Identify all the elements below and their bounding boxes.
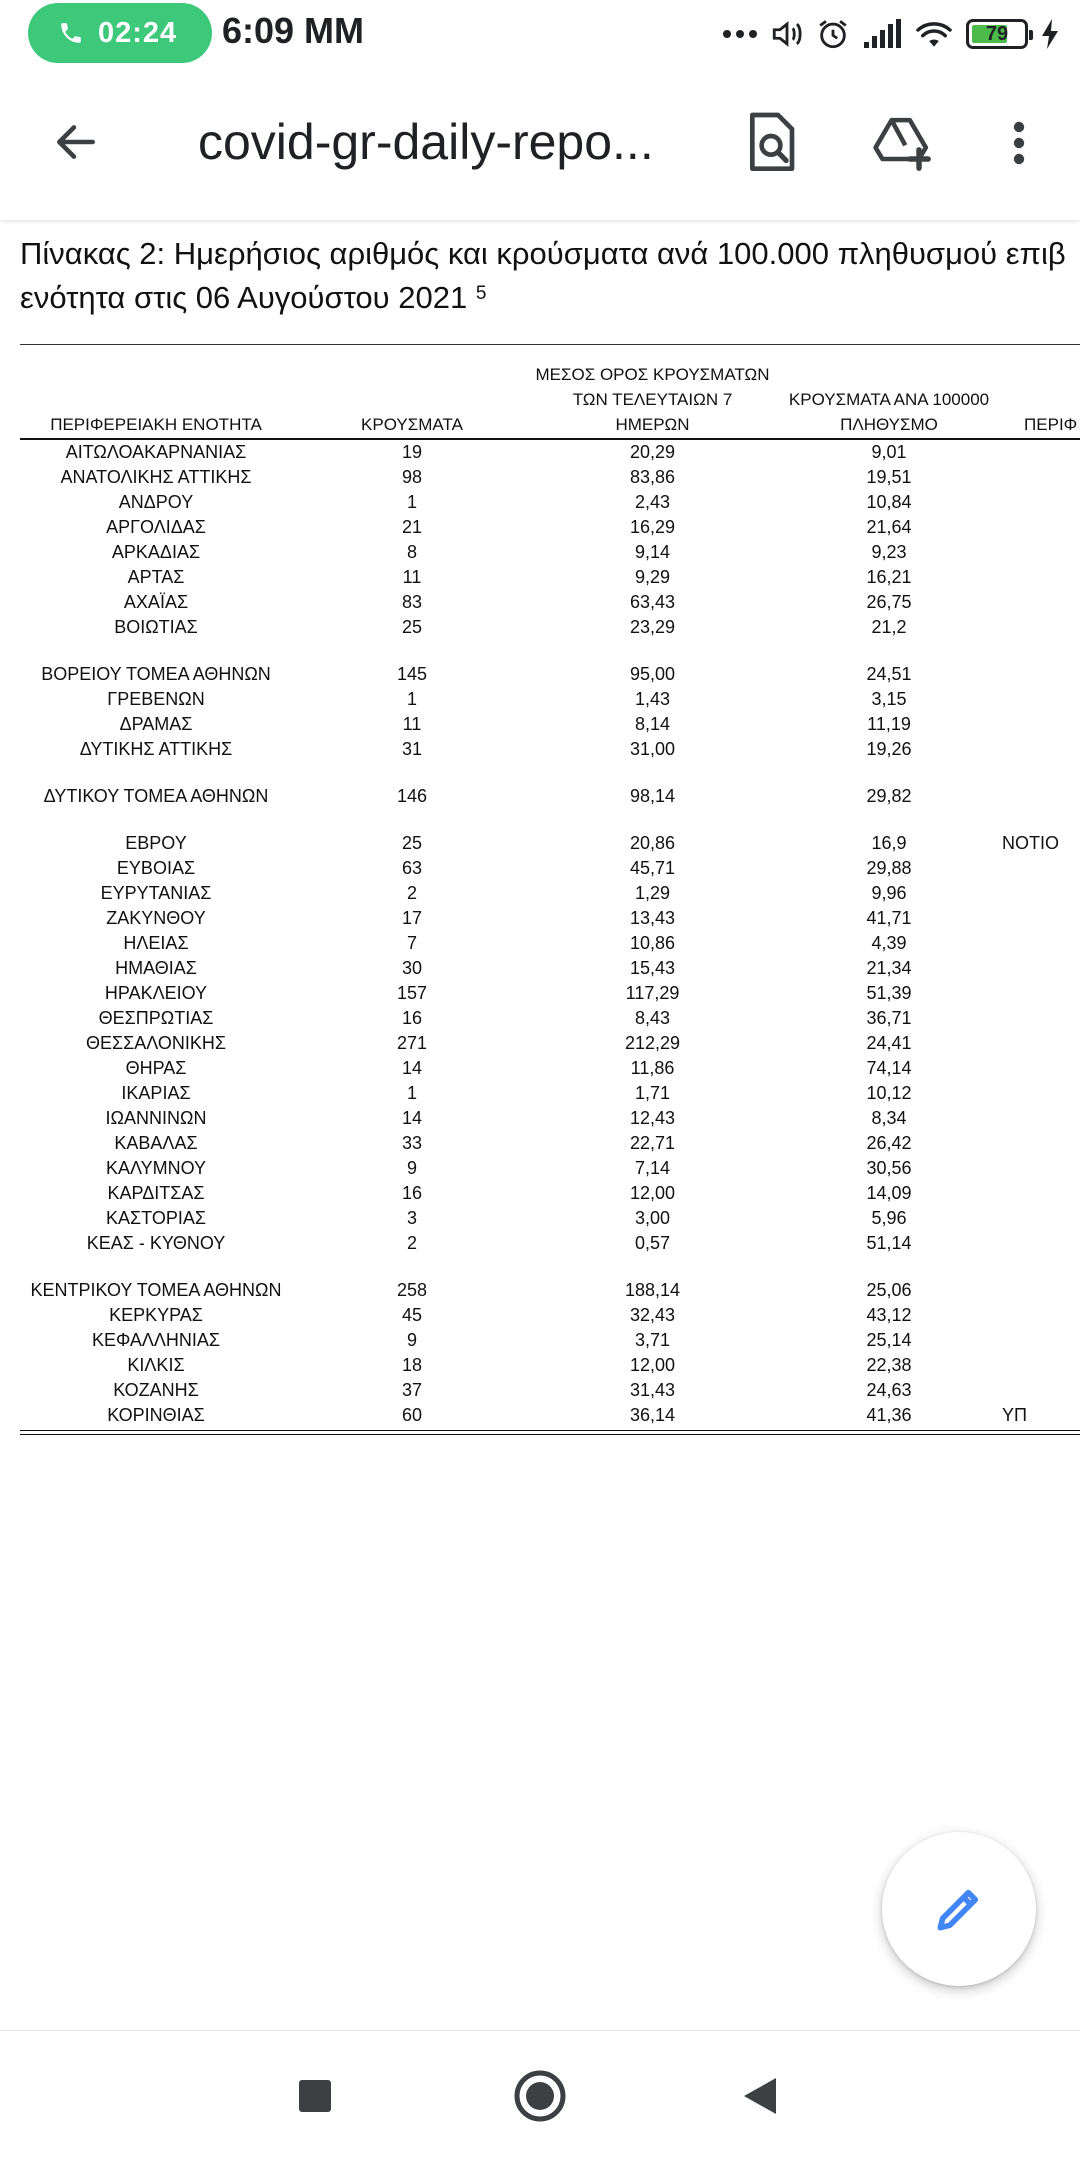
cell-cases: 21 [401, 517, 423, 537]
cell-avg7: 31,00 [629, 739, 676, 759]
cell-avg7: 23,29 [629, 617, 676, 637]
cell-per100k: 21,34 [866, 958, 912, 978]
pdf-page[interactable] [0, 222, 1080, 2032]
volume-icon [770, 17, 804, 51]
cell-avg7: 1,29 [634, 883, 671, 903]
table-row [0, 906, 1080, 931]
table-row [0, 1206, 1080, 1231]
cell-per100k: 41,71 [866, 908, 912, 928]
cell-cases: 37 [401, 1380, 423, 1400]
cell-region: ΖΑΚΥΝΘΟΥ [106, 908, 206, 928]
cell-cases: 9 [406, 1158, 417, 1178]
cell-avg7: 1,71 [634, 1083, 671, 1103]
table-row [0, 931, 1080, 956]
cell-region: ΗΡΑΚΛΕΙΟΥ [104, 983, 208, 1003]
cell-per100k: 74,14 [866, 1058, 912, 1078]
signal-icon [862, 18, 902, 50]
call-timer: 02:24 [98, 16, 178, 49]
cell-cases: 60 [401, 1405, 423, 1425]
cell-region: ΑΝΑΤΟΛΙΚΗΣ ΑΤΤΙΚΗΣ [60, 467, 252, 487]
table-row [0, 1328, 1080, 1353]
cell-cases: 25 [401, 617, 423, 637]
cell-region: ΚΑΒΑΛΑΣ [114, 1133, 198, 1153]
cell-avg7: 12,43 [629, 1108, 676, 1128]
cell-periphery: ΥΠ [1002, 1405, 1028, 1425]
table-row [0, 1056, 1080, 1081]
cell-per100k: 9,23 [871, 542, 907, 562]
table-row [0, 831, 1080, 856]
status-bar [0, 0, 1080, 66]
cell-avg7: 31,43 [629, 1380, 676, 1400]
cell-per100k: 4,39 [871, 933, 907, 953]
cell-cases: 146 [396, 786, 428, 806]
cell-per100k: 26,75 [866, 592, 912, 612]
cell-per100k: 21,64 [866, 517, 912, 537]
table-row [0, 1131, 1080, 1156]
document-title: covid-gr-daily-repo... [198, 114, 654, 170]
cell-cases: 258 [396, 1280, 428, 1300]
cell-region: ΕΥΡΥΤΑΝΙΑΣ [100, 883, 212, 903]
table-row [0, 784, 1080, 809]
table-row [0, 1156, 1080, 1181]
cell-per100k: 30,56 [866, 1158, 912, 1178]
back-arrow-icon[interactable] [46, 112, 106, 172]
cell-avg7: 10,86 [629, 933, 676, 953]
table-row [0, 1081, 1080, 1106]
cell-cases: 31 [401, 739, 423, 759]
cell-region: ΚΟΖΑΝΗΣ [113, 1380, 199, 1400]
cell-per100k: 43,12 [866, 1305, 912, 1325]
cell-region: ΔΥΤΙΚΗΣ ΑΤΤΙΚΗΣ [79, 739, 233, 759]
alarm-icon [816, 17, 850, 51]
cell-cases: 98 [401, 467, 423, 487]
cell-avg7: 22,71 [629, 1133, 676, 1153]
cell-cases: 16 [401, 1008, 423, 1028]
cell-avg7: 117,29 [625, 983, 680, 1003]
table-row [0, 1231, 1080, 1256]
cell-avg7: 63,43 [629, 592, 676, 612]
cell-region: ΓΡΕΒΕΝΩΝ [107, 689, 205, 709]
cell-per100k: 21,2 [871, 617, 907, 637]
cell-region: ΘΕΣΠΡΩΤΙΑΣ [98, 1008, 214, 1028]
cell-avg7: 188,14 [624, 1280, 681, 1300]
cell-avg7: 32,43 [629, 1305, 676, 1325]
cell-per100k: 3,15 [871, 689, 907, 709]
table-row [0, 440, 1080, 465]
cell-per100k: 10,84 [866, 492, 912, 512]
table-row [0, 590, 1080, 615]
cell-avg7: 83,86 [629, 467, 676, 487]
cell-cases: 30 [401, 958, 423, 978]
add-to-drive-icon[interactable] [868, 108, 938, 178]
cell-per100k: 51,14 [866, 1233, 912, 1253]
cell-avg7: 95,00 [629, 664, 676, 684]
cell-avg7: 98,14 [629, 786, 676, 806]
cell-cases: 19 [401, 442, 423, 462]
cell-region: ΚΕΡΚΥΡΑΣ [109, 1305, 203, 1325]
cell-avg7: 3,71 [634, 1330, 671, 1350]
cell-per100k: 25,14 [866, 1330, 912, 1350]
cell-per100k: 5,96 [871, 1208, 907, 1228]
cell-cases: 3 [406, 1208, 417, 1228]
cell-cases: 18 [401, 1355, 423, 1375]
cell-per100k: 41,36 [866, 1405, 912, 1425]
cell-per100k: 8,34 [871, 1108, 907, 1128]
cell-avg7: 8,43 [634, 1008, 671, 1028]
cell-region: ΚΑΣΤΟΡΙΑΣ [106, 1208, 206, 1228]
header-avg7: ΜΕΣΟΣ ΟΡΟΣ ΚΡΟΥΣΜΑΤΩΝ ΤΩΝ ΤΕΛΕΥΤΑΙΩΝ 7 ΗΜΕΡΩΝ [535, 365, 770, 434]
cell-avg7: 12,00 [629, 1183, 676, 1203]
table-row [0, 1106, 1080, 1131]
cell-cases: 14 [401, 1108, 423, 1128]
cell-per100k: 25,06 [866, 1280, 912, 1300]
table-row [0, 981, 1080, 1006]
table-row [0, 1403, 1080, 1428]
battery-icon [966, 19, 1028, 49]
cell-per100k: 16,21 [866, 567, 912, 587]
cell-per100k: 29,88 [866, 858, 912, 878]
cell-cases: 11 [402, 714, 422, 734]
cell-region: ΑΡΓΟΛΙΔΑΣ [106, 517, 206, 537]
cell-cases: 16 [401, 1183, 423, 1203]
cell-region: ΚΟΡΙΝΘΙΑΣ [107, 1405, 205, 1425]
cell-avg7: 1,43 [634, 689, 671, 709]
cell-cases: 33 [401, 1133, 423, 1153]
cell-cases: 1 [406, 689, 417, 709]
cell-cases: 2 [406, 883, 417, 903]
cell-region: ΚΑΡΔΙΤΣΑΣ [107, 1183, 205, 1203]
cell-avg7: 15,43 [629, 958, 676, 978]
charging-icon [1040, 18, 1060, 50]
cell-avg7: 2,43 [634, 492, 671, 512]
table-bottom-rule [20, 1430, 1080, 1435]
header-region: ΠΕΡΙΦΕΡΕΙΑΚΗ ΕΝΟΤΗΤΑ [50, 415, 262, 434]
header-periphery: ΠΕΡΙΦ [1024, 415, 1078, 434]
table-row [0, 615, 1080, 640]
edit-fab-button[interactable] [882, 1832, 1036, 1986]
cell-region: ΗΛΕΙΑΣ [123, 933, 189, 953]
cell-cases: 157 [396, 983, 428, 1003]
cell-cases: 45 [401, 1305, 423, 1325]
recents-square-icon[interactable] [280, 2061, 350, 2131]
phone-icon [58, 20, 84, 46]
cell-avg7: 20,86 [629, 833, 676, 853]
cell-region: ΑΡΚΑΔΙΑΣ [111, 542, 201, 562]
table-row [0, 856, 1080, 881]
cell-per100k: 36,71 [866, 1008, 912, 1028]
system-icons [722, 14, 1060, 54]
table-row [0, 565, 1080, 590]
cell-per100k: 16,9 [871, 833, 907, 853]
cell-per100k: 11,19 [867, 714, 911, 734]
caption-line-2: ενότητα στις 06 Αυγούστου 2021 [20, 280, 468, 315]
cell-avg7: 36,14 [629, 1405, 676, 1425]
table-row [0, 662, 1080, 687]
cell-avg7: 11,86 [630, 1058, 675, 1078]
cell-region: ΒΟΙΩΤΙΑΣ [114, 617, 198, 637]
table-caption [20, 232, 1080, 320]
cell-region: ΑΙΤΩΛΟΑΚΑΡΝΑΝΙΑΣ [65, 442, 247, 462]
table-row [0, 687, 1080, 712]
cell-region: ΙΚΑΡΙΑΣ [121, 1083, 191, 1103]
cell-per100k: 10,12 [866, 1083, 912, 1103]
cell-avg7: 3,00 [634, 1208, 671, 1228]
cell-per100k: 9,96 [871, 883, 907, 903]
find-in-page-icon[interactable] [736, 108, 806, 178]
header-cases: ΚΡΟΥΣΜΑΤΑ [361, 415, 463, 434]
cell-region: ΚΕΦΑΛΛΗΝΙΑΣ [91, 1330, 221, 1350]
cell-per100k: 24,41 [866, 1033, 912, 1053]
cell-region: ΔΡΑΜΑΣ [119, 714, 193, 734]
cell-cases: 145 [396, 664, 428, 684]
cell-avg7: 8,14 [634, 714, 671, 734]
cell-region: ΕΥΒΟΙΑΣ [116, 858, 196, 878]
cell-avg7: 212,29 [624, 1033, 681, 1053]
cell-per100k: 19,26 [866, 739, 912, 759]
cell-region: ΚΑΛΥΜΝΟΥ [105, 1158, 207, 1178]
cell-periphery: ΝΟΤΙΟ [1002, 833, 1059, 853]
more-dots-icon [722, 28, 758, 40]
system-nav-bar [0, 2030, 1080, 2161]
status-time: 6:09 MM [222, 10, 365, 51]
cell-avg7: 45,71 [629, 858, 676, 878]
battery-level: 79 [985, 22, 1009, 45]
table-row [0, 956, 1080, 981]
cell-region: ΙΩΑΝΝΙΝΩΝ [105, 1108, 207, 1128]
cell-region: ΘΕΣΣΑΛΟΝΙΚΗΣ [85, 1033, 227, 1053]
cell-region: ΚΙΛΚΙΣ [127, 1355, 185, 1375]
cell-per100k: 29,82 [866, 786, 912, 806]
cell-region: ΕΒΡΟΥ [125, 833, 187, 853]
wifi-icon [914, 18, 954, 50]
cell-cases: 9 [406, 1330, 417, 1350]
table-top-rule [20, 344, 1080, 345]
cell-cases: 11 [402, 567, 422, 587]
table-row [0, 465, 1080, 490]
cell-cases: 8 [406, 542, 417, 562]
cell-cases: 14 [401, 1058, 423, 1078]
cell-per100k: 26,42 [866, 1133, 912, 1153]
cell-avg7: 16,29 [629, 517, 676, 537]
cell-cases: 25 [401, 833, 423, 853]
cell-per100k: 22,38 [866, 1355, 912, 1375]
cell-avg7: 7,14 [634, 1158, 671, 1178]
table-row [0, 712, 1080, 737]
cell-cases: 63 [401, 858, 423, 878]
cell-per100k: 19,51 [866, 467, 912, 487]
table-row [0, 1353, 1080, 1378]
table-row [0, 1006, 1080, 1031]
table-row [0, 490, 1080, 515]
table-row [0, 737, 1080, 762]
cell-cases: 17 [401, 908, 423, 928]
cell-region: ΘΗΡΑΣ [125, 1058, 187, 1078]
table-row [0, 1278, 1080, 1303]
cell-cases: 2 [406, 1233, 417, 1253]
cell-region: ΑΝΔΡΟΥ [118, 492, 194, 512]
table-row [0, 1303, 1080, 1328]
app-toolbar [0, 66, 1080, 220]
ongoing-call-pill[interactable] [28, 3, 212, 63]
cell-region: ΚΕΝΤΡΙΚΟΥ ΤΟΜΕΑ ΑΘΗΝΩΝ [30, 1280, 282, 1300]
cell-per100k: 51,39 [866, 983, 912, 1003]
cell-region: ΑΧΑΪΑΣ [123, 592, 189, 612]
cell-per100k: 9,01 [871, 442, 907, 462]
cell-region: ΔΥΤΙΚΟΥ ΤΟΜΕΑ ΑΘΗΝΩΝ [43, 786, 269, 806]
back-triangle-icon[interactable] [725, 2061, 795, 2131]
table-body [0, 440, 1080, 1428]
edit-pencil-icon [931, 1881, 987, 1937]
cell-cases: 271 [396, 1033, 428, 1053]
table-row [0, 1031, 1080, 1056]
cell-region: ΒΟΡΕΙΟΥ ΤΟΜΕΑ ΑΘΗΝΩΝ [41, 664, 271, 684]
cell-per100k: 24,51 [866, 664, 912, 684]
cell-avg7: 12,00 [629, 1355, 676, 1375]
caption-line-1: Πίνακας 2: Ημερήσιος αριθμός και κρούσματα ανά 100.000 πληθυσμού επιβ [20, 236, 1066, 271]
cell-avg7: 0,57 [634, 1233, 671, 1253]
cell-avg7: 9,29 [634, 567, 671, 587]
table-row [0, 1378, 1080, 1403]
cell-cases: 1 [406, 492, 417, 512]
cell-cases: 7 [406, 933, 417, 953]
cell-cases: 83 [401, 592, 423, 612]
home-circle-icon[interactable] [505, 2061, 575, 2131]
table-row [0, 540, 1080, 565]
header-per100k: ΚΡΟΥΣΜΑΤΑ ΑΝΑ 100000 ΠΛΗΘΥΣΜΟ [788, 390, 990, 434]
table-row [0, 1181, 1080, 1206]
cell-cases: 1 [406, 1083, 417, 1103]
cell-region: ΚΕΑΣ - ΚΥΘΝΟΥ [86, 1233, 226, 1253]
cell-per100k: 14,09 [866, 1183, 912, 1203]
cell-avg7: 20,29 [629, 442, 676, 462]
cell-per100k: 24,63 [866, 1380, 912, 1400]
cell-region: ΑΡΤΑΣ [127, 567, 185, 587]
cell-avg7: 13,43 [629, 908, 676, 928]
table-row [0, 515, 1080, 540]
caption-footnote: 5 [475, 283, 487, 304]
more-vert-icon[interactable] [984, 108, 1054, 178]
table-row [0, 881, 1080, 906]
cell-avg7: 9,14 [634, 542, 671, 562]
cell-region: ΗΜΑΘΙΑΣ [115, 958, 197, 978]
